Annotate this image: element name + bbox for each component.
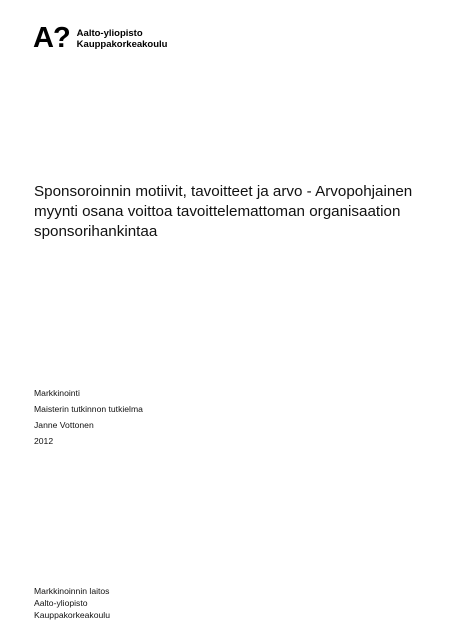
meta-year: 2012 [34, 436, 54, 446]
footer-school: Kauppakorkeakoulu [34, 610, 110, 620]
aalto-logo [33, 24, 167, 53]
logo-mark: A? [33, 22, 70, 54]
footer-university: Aalto-yliopisto [34, 598, 88, 608]
meta-subject: Markkinointi [34, 388, 80, 398]
logo-wordmark [77, 28, 168, 50]
title-line-1: Sponsoroinnin motiivit, tavoitteet ja arvo - Arvopohjainen [34, 183, 413, 200]
footer-department: Markkinoinnin laitos [34, 586, 110, 596]
title-line-3: sponsorihankintaa [34, 223, 158, 240]
institution-footer [34, 585, 110, 621]
logo-line-school: Kauppakorkeakoulu [76, 38, 168, 50]
meta-degree: Maisterin tutkinnon tutkielma [34, 404, 143, 414]
thesis-title [34, 182, 434, 242]
title-line-2: myynti osana voittoa tavoittelemattoman organisaation [34, 203, 401, 220]
thesis-meta [34, 385, 143, 449]
meta-author: Janne Vottonen [34, 420, 94, 430]
logo-line-university: Aalto-yliopisto [76, 27, 143, 39]
